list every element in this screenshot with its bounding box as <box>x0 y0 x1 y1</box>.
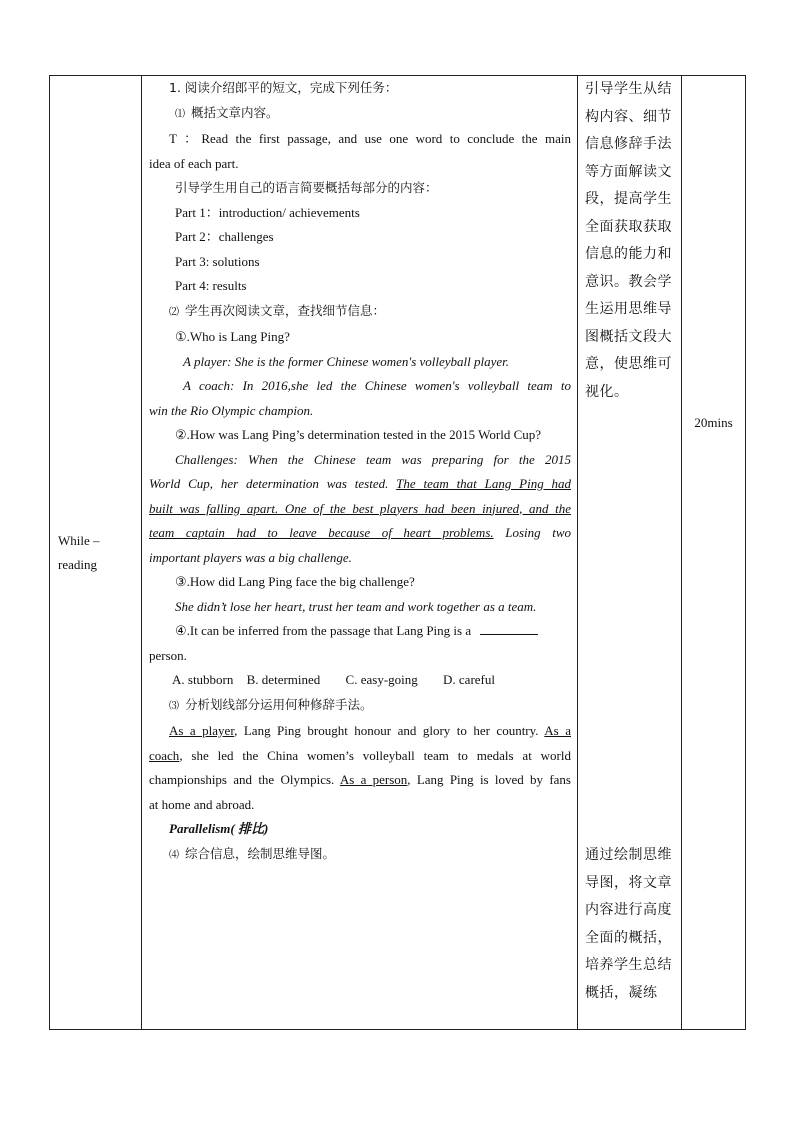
part-3: Part 3: solutions <box>175 253 260 269</box>
options-row <box>149 668 571 693</box>
time-label: 20mins <box>694 414 733 430</box>
question-1: ①.Who is Lang Ping? <box>175 329 290 344</box>
question-2: ②.How was Lang Ping’s determination tested in the 2015 World Cup? <box>175 427 542 442</box>
time-cell <box>682 76 746 1030</box>
teacher-instruction-line1: T ：Read the first passage, and use one word to conclude the main <box>169 131 571 146</box>
purpose-line: 意识。教会学 <box>585 273 672 290</box>
option-a: A. stubborn <box>172 672 234 687</box>
answer-1-coach-line1: A coach: In 2016,she led the Chinese women's volleyball team to <box>183 378 571 393</box>
purpose-line: 培养学生总结 <box>585 957 672 973</box>
stage-label-line1: While – <box>58 532 100 548</box>
answer-2-line5: important players was a big challenge. <box>149 549 352 565</box>
paragraph-line3: championships and the Olympics. As a person, Lang Ping is loved by fans <box>149 772 571 787</box>
step-1: ⑴ 概括文章内容。 <box>175 104 279 120</box>
paragraph-line1: As a player, Lang Ping brought honour and glory to her country. As a <box>169 723 571 738</box>
table-row <box>50 76 746 1030</box>
option-b: B. determined <box>246 672 321 687</box>
answer-2-line3: built was falling apart. One of the best players had been injured, and the <box>149 500 571 516</box>
answer-2-line4: team captain had to leave because of heart problems. Losing two <box>149 525 571 540</box>
guide-text: 引导学生用自己的语言简要概括每部分的内容： <box>175 180 438 195</box>
answer-1-coach-line2: win the Rio Olympic champion. <box>149 402 314 418</box>
answer-2-line2: World Cup, her determination was tested. The team that Lang Ping had <box>149 476 572 491</box>
part-4: Part 4: results <box>175 278 247 293</box>
answer-1-player: A player: She is the former Chinese women's volleyball player. <box>183 353 510 369</box>
purpose-line: 通过绘制思维 <box>585 847 672 863</box>
purpose-block-1 <box>585 76 675 406</box>
purpose-line: 等方面解读文 <box>585 163 672 180</box>
purpose-line: 信息的能力和 <box>585 246 672 262</box>
part-1: Part 1：introduction/ achievements <box>175 204 360 220</box>
teacher-instruction-line2: idea of each part. <box>149 155 239 171</box>
design-purpose-cell <box>578 76 682 1030</box>
purpose-line: 全面的概括， <box>585 929 672 946</box>
paragraph-line2: coach, she led the China women’s volleyball team to medals at world <box>149 747 571 763</box>
step-3: ⑶ 分析划线部分运用何种修辞手法。 <box>169 696 373 712</box>
option-c: C. easy-going <box>345 672 418 687</box>
activity-content-cell <box>142 76 578 1030</box>
stage-cell <box>50 76 142 1030</box>
stage-label <box>50 529 141 577</box>
step-2: ⑵ 学生再次阅读文章，查找细节信息： <box>169 302 386 318</box>
purpose-line: 构内容、细节 <box>585 108 672 125</box>
answer-2-line1: Challenges: When the Chinese team was preparing for the 2015 <box>175 451 571 467</box>
underlined-sentence: team captain had to leave because of heart problems. <box>149 525 494 540</box>
question-4-line1: ④.It can be inferred from the passage that Lang Ping is a <box>149 619 571 644</box>
step-4: ⑷ 综合信息，绘制思维导图。 <box>169 845 336 861</box>
purpose-line: 图概括文段大 <box>585 328 672 345</box>
purpose-line: 信息修辞手法 <box>585 136 672 152</box>
purpose-block-2 <box>585 842 675 1007</box>
question-3: ③.How did Lang Ping face the big challenge? <box>175 574 415 589</box>
answer-blank <box>480 622 538 635</box>
purpose-line: 引导学生从结 <box>585 81 672 97</box>
paragraph-line4: at home and abroad. <box>149 796 255 812</box>
option-d: D. careful <box>443 672 495 687</box>
underlined-sentence: The team that Lang Ping had <box>396 476 572 491</box>
purpose-line: 视化。 <box>585 383 629 400</box>
stage-label-line2: reading <box>58 556 97 572</box>
lesson-plan-table <box>49 75 746 1030</box>
purpose-line: 生运用思维导 <box>585 301 672 317</box>
task-header: 1. 阅读介绍郎平的短文，完成下列任务： <box>169 80 398 95</box>
parallelism-label: Parallelism( 排比) <box>169 821 269 836</box>
purpose-line: 导图，将文章 <box>585 874 672 891</box>
part-2: Part 2：challenges <box>175 229 274 244</box>
purpose-line: 意，使思维可 <box>585 356 672 372</box>
purpose-line: 全面获取获取 <box>585 218 672 235</box>
question-4-line2: person. <box>149 647 187 663</box>
purpose-line: 概括，凝练 <box>585 984 658 1001</box>
purpose-line: 段，提高学生 <box>585 191 672 207</box>
answer-3: She didn’t lose her heart, trust her team and work together as a team. <box>175 598 537 614</box>
purpose-line: 内容进行高度 <box>585 902 672 918</box>
